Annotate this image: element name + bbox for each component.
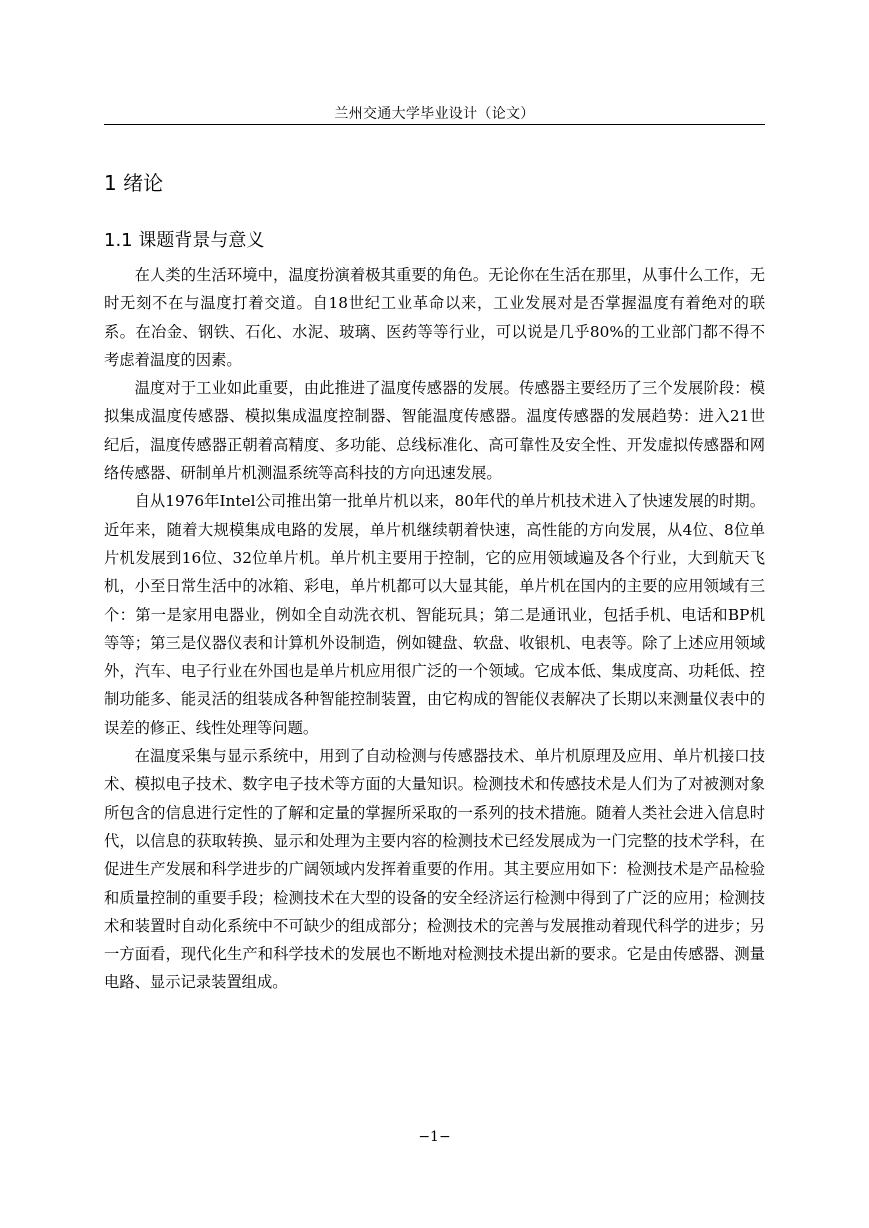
page-number: −1− [418,1129,451,1145]
paragraph-1: 在人类的生活环境中，温度扮演着极其重要的角色。无论你在生活在那里，从事什么工作，无时无刻不在与温度打着交道。自18世纪工业革命以来，工业发展对是否掌握温度有着绝对的联系。在冶金、钢铁、石化、水泥、玻璃、医药等等行业，可以说是几乎80%的工业部门都不得不考虑着温度的因素。 [104,266,765,369]
paragraph-2: 温度对于工业如此重要，由此推进了温度传感器的发展。传感器主要经历了三个发展阶段：模拟集成温度传感器、模拟集成温度控制器、智能温度传感器。温度传感器的发展趋势：进入21世纪后，温度传感器正朝着高精度、多功能、总线标准化、高可靠性及安全性、开发虚拟传感器和网络传感器、研制单片机测温系统等高科技的方向迅速发展。 [104,379,765,483]
paragraph-4: 在温度采集与显示系统中，用到了自动检测与传感器技术、单片机原理及应用、单片机接口技术、模拟电子技术、数字电子技术等方面的大量知识。检测技术和传感技术是人们为了对被测对象所包含的信息进行定性的了解和定量的掌握所采取的一系列的技术措施。随着人类社会进入信息时代，以信息的获取转换、显示和处理为主要内容的检测技术已经发展成为一门完整的技术学科，在促进生产发展和科学进步的广阔领域内发挥着重要的作用。其主要应用如下：检测技术是产品检验和质量控制的重要手段；检测技术在大型的设备的安全经济运行检测中得到了广泛的应用；检测技术和装置时自动化系统中不可缺少的组成部分；检测技术的完善与发展推动着现代科学的进步；另一方面看，现代化生产和科学技术的发展也不断地对检测技术提出新的要求。它是由传感器、测量电路、显示记录装置组成。 [104,747,765,992]
body-text [104,261,765,997]
section-title: 1.1 课题背景与意义 [104,230,265,251]
running-header: 兰州交通大学毕业设计（论文） [334,106,535,122]
chapter-title: 1 绪论 [104,171,164,195]
header-rule [104,124,765,125]
paragraph-3: 自从1976年Intel公司推出第一批单片机以来，80年代的单片机技术进入了快速发展的时期。近年来，随着大规模集成电路的发展，单片机继续朝着快速，高性能的方向发展，从4位、8位单片机发展到16位、32位单片机。单片机主要用于控制，它的应用领域遍及各个行业，大到航天飞机，小至日常生活中的冰箱、彩电，单片机都可以大显其能，单片机在国内的主要的应用领域有三个：第一是家用电器业，例如全自动洗衣机、智能玩具；第二是通讯业，包括手机、电话和BP机等等；第三是仪器仪表和计算机外设制造，例如键盘、软盘、收银机、电表等。除了上述应用领域外，汽车、电子行业在外国也是单片机应用很广泛的一个领域。它成本低、集成度高、功耗低、控制功能多、能灵活的组装成各种智能控制装置，由它构成的智能仪表解决了长期以来测量仪表中的误差的修正、线性处理等问题。 [104,492,765,737]
